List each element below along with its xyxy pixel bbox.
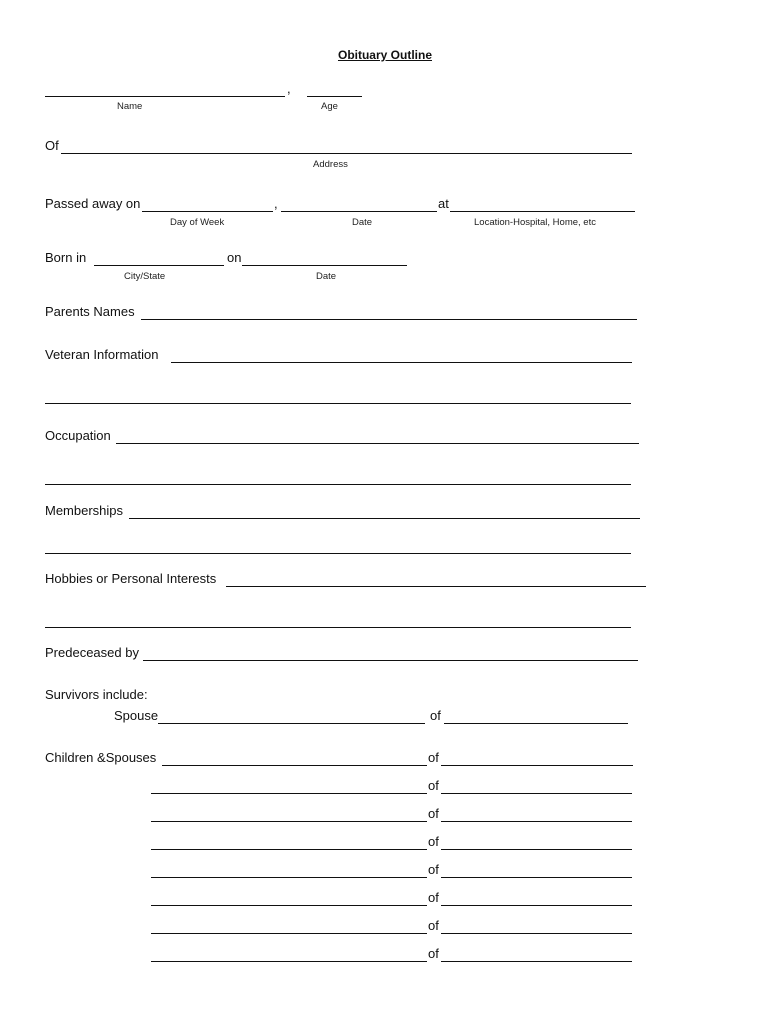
child-name-field[interactable] bbox=[151, 806, 427, 822]
memberships-field[interactable] bbox=[129, 503, 640, 519]
child-of-label: of bbox=[428, 918, 439, 933]
child-name-field[interactable] bbox=[151, 890, 427, 906]
veteran-label: Veteran Information bbox=[45, 347, 159, 362]
occupation-label: Occupation bbox=[45, 428, 111, 443]
child-name-field[interactable] bbox=[162, 750, 427, 766]
hobbies-label: Hobbies or Personal Interests bbox=[45, 571, 217, 586]
day-of-week-field[interactable] bbox=[142, 196, 273, 212]
child-of-label: of bbox=[428, 862, 439, 877]
child-name-field[interactable] bbox=[151, 946, 427, 962]
child-location-field[interactable] bbox=[441, 778, 632, 794]
memberships-field-2[interactable] bbox=[45, 538, 631, 554]
passed-away-label: Passed away on bbox=[45, 196, 141, 211]
caption-city-state: City/State bbox=[124, 271, 166, 282]
child-location-field[interactable] bbox=[441, 946, 632, 962]
veteran-field-2[interactable] bbox=[45, 388, 631, 404]
child-location-field[interactable] bbox=[441, 918, 632, 934]
caption-age: Age bbox=[321, 101, 338, 112]
memberships-label: Memberships bbox=[45, 503, 124, 518]
predeceased-label: Predeceased by bbox=[45, 645, 139, 660]
spouse-of-label: of bbox=[430, 708, 441, 723]
child-name-field[interactable] bbox=[151, 862, 427, 878]
child-location-field[interactable] bbox=[441, 750, 633, 766]
caption-location: Location-Hospital, Home, etc bbox=[474, 217, 596, 228]
child-of-label: of bbox=[428, 778, 439, 793]
child-of-label: of bbox=[428, 946, 439, 961]
child-of-label: of bbox=[428, 890, 439, 905]
comma-2: , bbox=[274, 196, 278, 211]
child-of-label: of bbox=[428, 834, 439, 849]
spouse-name-field[interactable] bbox=[158, 708, 425, 724]
of-label: Of bbox=[45, 138, 59, 153]
spouse-location-field[interactable] bbox=[444, 708, 628, 724]
child-location-field[interactable] bbox=[441, 806, 632, 822]
caption-address: Address bbox=[313, 159, 348, 170]
survivors-label: Survivors include: bbox=[45, 687, 148, 702]
child-of-label: of bbox=[428, 806, 439, 821]
child-location-field[interactable] bbox=[441, 862, 632, 878]
birth-city-field[interactable] bbox=[94, 250, 224, 266]
caption-date: Date bbox=[352, 217, 373, 228]
location-field[interactable] bbox=[450, 196, 635, 212]
birth-date-field[interactable] bbox=[242, 250, 407, 266]
address-field[interactable] bbox=[61, 138, 632, 154]
caption-day-of-week: Day of Week bbox=[170, 217, 225, 228]
comma: , bbox=[287, 81, 291, 96]
child-name-field[interactable] bbox=[151, 834, 427, 850]
children-label: Children &Spouses bbox=[45, 750, 157, 765]
child-location-field[interactable] bbox=[441, 834, 632, 850]
form-title: Obituary Outline bbox=[337, 48, 432, 62]
child-location-field[interactable] bbox=[441, 890, 632, 906]
on-label: on bbox=[227, 250, 242, 265]
at-label: at bbox=[438, 196, 449, 211]
veteran-field[interactable] bbox=[171, 347, 632, 363]
born-in-label: Born in bbox=[45, 250, 87, 265]
child-name-field[interactable] bbox=[151, 778, 427, 794]
date-field[interactable] bbox=[281, 196, 437, 212]
name-field[interactable] bbox=[45, 81, 285, 97]
parents-field[interactable] bbox=[141, 304, 637, 320]
hobbies-field-2[interactable] bbox=[45, 612, 631, 628]
caption-name: Name bbox=[117, 101, 143, 112]
caption-born-date: Date bbox=[316, 271, 337, 282]
predeceased-field[interactable] bbox=[143, 645, 638, 661]
spouse-label: Spouse bbox=[114, 708, 159, 723]
child-name-field[interactable] bbox=[151, 918, 427, 934]
occupation-field[interactable] bbox=[116, 428, 639, 444]
occupation-field-2[interactable] bbox=[45, 469, 631, 485]
child-of-label: of bbox=[428, 750, 439, 765]
hobbies-field[interactable] bbox=[226, 571, 646, 587]
parents-label: Parents Names bbox=[45, 304, 135, 319]
age-field[interactable] bbox=[307, 81, 362, 97]
